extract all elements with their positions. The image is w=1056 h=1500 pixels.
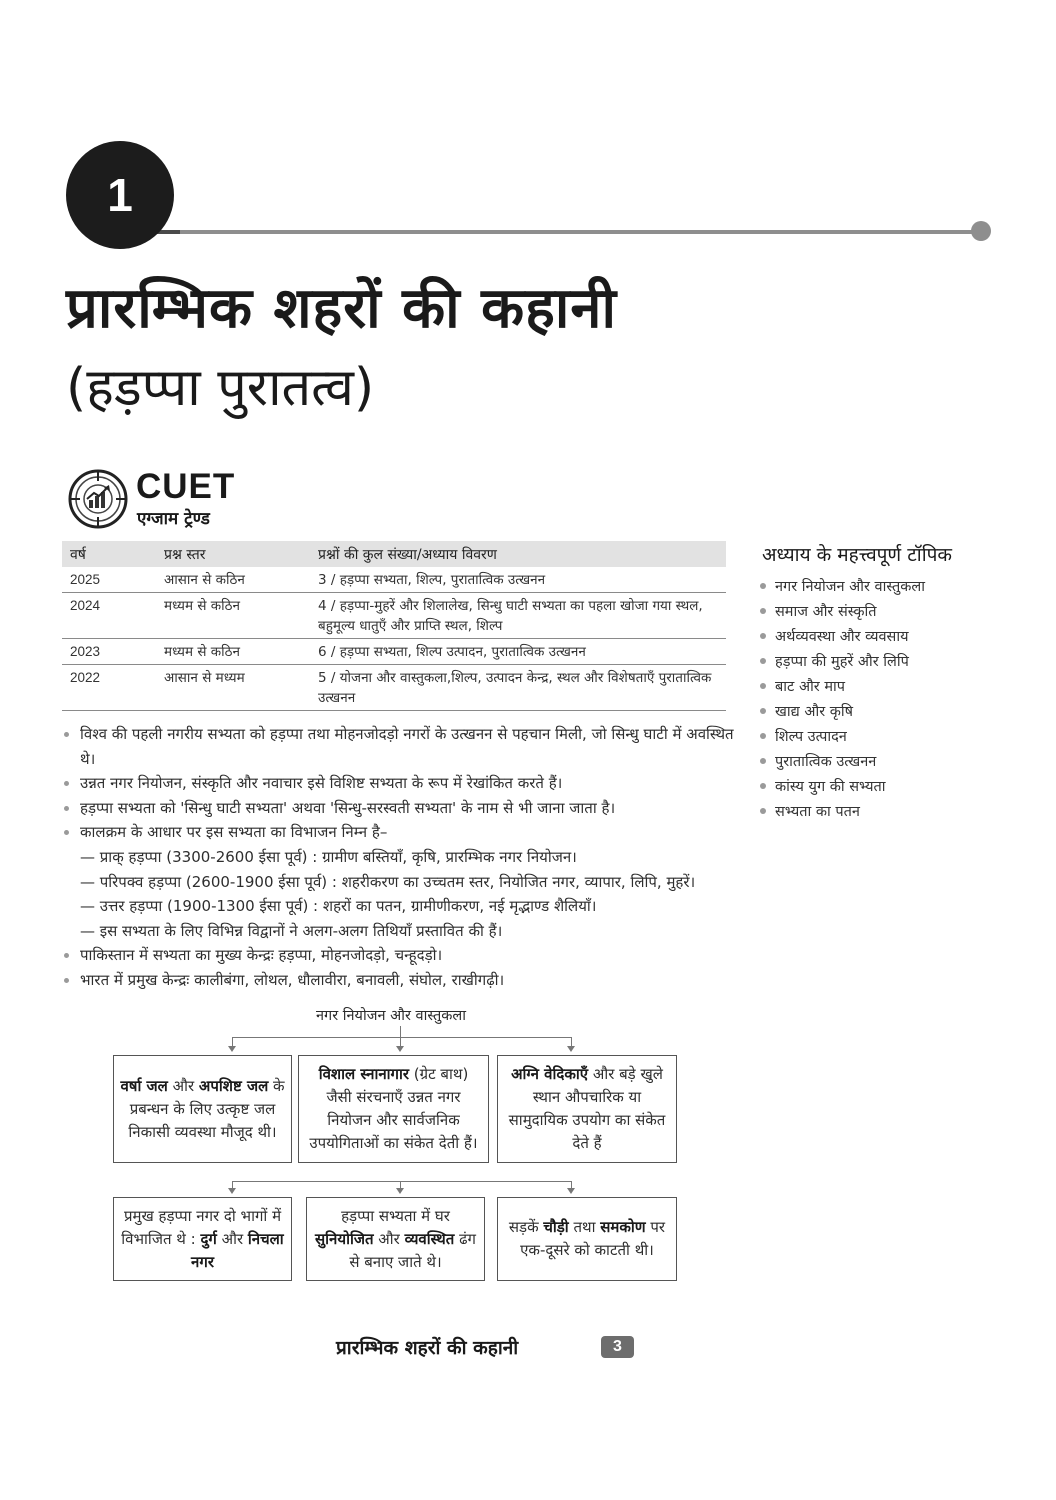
connector-line <box>400 1181 401 1188</box>
bullet-icon <box>64 978 69 983</box>
connector-line <box>232 1037 572 1038</box>
topic-label: हड़प्पा की मुहरें और लिपि <box>775 654 909 670</box>
table-row <box>62 639 726 665</box>
list-item <box>758 625 925 650</box>
bullet-paragraph <box>62 968 742 993</box>
bullet-icon <box>760 683 766 689</box>
chapter-title: प्रारम्भिक शहरों की कहानी <box>66 276 618 341</box>
cell-detail: 4 / हड़प्पा-मुहरें और शिलालेख, सिन्धु घाटी सभ्यता का पहला खोजा गया स्थल, बहुमूल्य धातुएँ और प्राप्ति स्थल, शिल्प <box>310 593 726 639</box>
topic-label: बाट और माप <box>775 679 845 695</box>
cell-year: 2025 <box>62 567 156 593</box>
exam-trend-table <box>62 541 726 711</box>
flow-bold-term: अपशिष्ट जल <box>198 1076 269 1095</box>
topics-list <box>758 575 925 825</box>
flow-bold-term: अग्नि वेदिकाएँ <box>511 1065 589 1083</box>
list-item <box>758 575 925 600</box>
flow-box-fire-altars <box>497 1055 677 1163</box>
flow-text: ढंग से बनाए जाते थे। <box>349 1229 476 1271</box>
flow-text: और बड़े खुले स्थान औपचारिक या सामुदायिक उपयोग का संकेत देते हैं <box>508 1065 666 1152</box>
arrow-down-icon <box>228 1188 236 1194</box>
connector-line <box>571 1037 572 1046</box>
footer-chapter-title: प्रारम्भिक शहरों की कहानी <box>336 1337 519 1359</box>
chapter-rule <box>180 230 982 234</box>
topics-heading: अध्याय के महत्त्वपूर्ण टॉपिक <box>762 544 953 566</box>
topic-label: समाज और संस्कृति <box>775 604 877 620</box>
flow-bold-term: सुनियोजित <box>315 1229 374 1248</box>
chapter-rule-end-dot <box>971 221 991 241</box>
flow-bold-term: दुर्ग <box>200 1229 217 1248</box>
topic-label: पुरातात्विक उत्खनन <box>775 754 877 770</box>
arrow-down-icon <box>396 1188 404 1194</box>
connector-line <box>232 1181 572 1182</box>
flow-bold-term: निचला नगर <box>191 1229 284 1271</box>
bullet-text: पाकिस्तान में सभ्यता का मुख्य केन्द्रः हड़प्पा, मोहनजोदड़ो, चन्हूदड़ो। <box>80 946 443 965</box>
flow-text: सड़कें <box>508 1218 544 1236</box>
cell-detail: 5 / योजना और वास्तुकला,शिल्प, उत्पादन केन्द्र, स्थल और विशेषताएँ पुरातात्विक उत्खनन <box>310 665 726 711</box>
cell-year: 2022 <box>62 665 156 711</box>
list-item <box>758 650 925 675</box>
flow-text: हड़प्पा सभ्यता में घर <box>341 1206 450 1225</box>
bullet-icon <box>64 732 69 737</box>
bullet-icon <box>760 608 766 614</box>
topic-label: शिल्प उत्पादन <box>775 729 847 745</box>
cell-year: 2023 <box>62 639 156 665</box>
cell-year: 2024 <box>62 593 156 639</box>
topic-label: खाद्य और कृषि <box>775 704 854 720</box>
list-item <box>758 750 925 775</box>
chapter-number-badge: 1 <box>66 141 174 249</box>
bullet-icon <box>760 808 766 814</box>
topic-label: कांस्य युग की सभ्यता <box>775 779 886 795</box>
connector-line <box>400 1026 401 1037</box>
bullet-paragraph <box>62 771 742 796</box>
bullet-text: विश्व की पहली नगरीय सभ्यता को हड़प्पा तथा मोहनजोदड़ो नगरों के उत्खनन से पहचान मिली, जो सिन्धु घाटी में अवस्थित थे। <box>80 725 734 768</box>
topic-label: सभ्यता का पतन <box>775 804 860 820</box>
table-header-row <box>62 541 726 567</box>
bullet-icon <box>760 633 766 639</box>
topic-label: अर्थव्यवस्था और व्यवसाय <box>775 629 909 645</box>
flow-bold-term: विशाल स्नानागार <box>318 1065 410 1083</box>
header-level: प्रश्न स्तर <box>156 541 310 567</box>
bullet-paragraph <box>62 943 742 968</box>
cell-detail: 3 / हड़प्पा सभ्यता, शिल्प, पुरातात्विक उत्खनन <box>310 567 726 593</box>
bullet-icon <box>760 708 766 714</box>
bullet-paragraph <box>62 796 742 821</box>
flow-box-drainage <box>113 1055 292 1163</box>
bullet-icon <box>760 733 766 739</box>
arrow-down-icon <box>228 1046 236 1052</box>
flow-text: और <box>216 1229 248 1248</box>
dash-item: — परिपक्व हड़प्पा (2600-1900 ईसा पूर्व) : शहरीकरण का उच्चतम स्तर, नियोजित नगर, व्यापार, लिपि, मुहरें। <box>80 872 696 891</box>
flow-text: पर एक-दूसरे को काटती थी। <box>520 1218 666 1259</box>
bullet-icon <box>64 830 69 835</box>
list-item <box>758 700 925 725</box>
dash-item: — उत्तर हड़प्पा (1900-1300 ईसा पूर्व) : शहरों का पतन, ग्रामीणीकरण, नई मृद्भाण्ड शैलियाँ। <box>80 897 597 916</box>
bullet-text: भारत में प्रमुख केन्द्रः कालीबंगा, लोथल, धौलावीरा, बनावली, संघोल, राखीगढ़ी। <box>80 970 505 989</box>
flow-text: प्रमुख हड़प्पा नगर दो भागों में विभाजित थे : <box>121 1206 282 1248</box>
flowchart-heading: नगर नियोजन और वास्तुकला <box>316 1008 466 1024</box>
list-item <box>758 725 925 750</box>
bullet-icon <box>64 953 69 958</box>
arrow-down-icon <box>567 1046 575 1052</box>
connector-line <box>232 1037 233 1046</box>
list-item <box>758 800 925 825</box>
bullet-text: उन्नत नगर नियोजन, संस्कृति और नवाचार इसे विशिष्ट सभ्यता के रूप में रेखांकित करते हैं। <box>80 774 563 793</box>
flow-bold-term: चौड़ी <box>543 1218 569 1236</box>
flow-text: तथा <box>568 1218 601 1236</box>
list-item <box>758 775 925 800</box>
topic-label: नगर नियोजन और वास्तुकला <box>775 579 925 595</box>
table-row <box>62 567 726 593</box>
arrow-down-icon <box>567 1188 575 1194</box>
bullet-paragraph <box>62 820 742 845</box>
flow-bold-term: वर्षा जल <box>120 1076 168 1095</box>
flow-box-great-bath <box>298 1055 489 1163</box>
bullet-icon <box>64 781 69 786</box>
header-detail: प्रश्नों की कुल संख्या/अध्याय विवरण <box>310 541 726 567</box>
header-year: वर्ष <box>62 541 156 567</box>
bullet-icon <box>760 658 766 664</box>
cell-level: मध्यम से कठिन <box>156 639 310 665</box>
body-notes <box>62 722 742 993</box>
flow-bold-term: व्यवस्थित <box>404 1229 455 1248</box>
cell-detail: 6 / हड़प्पा सभ्यता, शिल्प उत्पादन, पुरातात्विक उत्खनन <box>310 639 726 665</box>
target-chart-icon <box>68 469 128 529</box>
bullet-paragraph <box>62 722 742 771</box>
cell-level: आसान से मध्यम <box>156 665 310 711</box>
table-row <box>62 665 726 711</box>
flow-text: (ग्रेट बाथ) जैसी संरचनाएँ उन्नत नगर नियोजन और सार्वजनिक उपयोगिताओं का संकेत देती हैं। <box>309 1065 478 1152</box>
cell-level: आसान से कठिन <box>156 567 310 593</box>
bullet-icon <box>760 783 766 789</box>
flow-text: के प्रबन्धन के लिए उत्कृष्ट जल निकासी व्यवस्था मौजूद थी। <box>128 1076 285 1141</box>
bullet-icon <box>64 806 69 811</box>
bullet-icon <box>760 583 766 589</box>
bullet-text: कालक्रम के आधार पर इस सभ्यता का विभाजन निम्न है– <box>80 823 388 842</box>
bullet-text: हड़प्पा सभ्यता को 'सिन्धु घाटी सभ्यता' अथवा 'सिन्धु-सरस्वती सभ्यता' के नाम से भी जाना जाता है। <box>80 798 616 817</box>
dash-item: — प्राक् हड़प्पा (3300-2600 ईसा पूर्व) : ग्रामीण बस्तियाँ, कृषि, प्रारम्भिक नगर नियोजन। <box>80 847 577 866</box>
arrow-down-icon <box>396 1046 404 1052</box>
cuet-logo-text: CUET <box>136 467 236 506</box>
connector-line <box>571 1181 572 1188</box>
flow-box-roads <box>497 1197 677 1281</box>
flow-box-citadel <box>113 1197 292 1281</box>
list-item <box>758 675 925 700</box>
list-item <box>758 600 925 625</box>
connector-line <box>400 1037 401 1046</box>
dash-item: — इस सभ्यता के लिए विभिन्न विद्वानों ने अलग-अलग तिथियाँ प्रस्तावित की हैं। <box>80 921 503 940</box>
bullet-icon <box>760 758 766 764</box>
flow-text: और <box>373 1229 405 1248</box>
flow-box-houses <box>306 1197 485 1281</box>
table-row <box>62 593 726 639</box>
page-number: 3 <box>601 1336 634 1358</box>
flow-text: और <box>167 1076 199 1095</box>
exam-trend-label: एग्जाम ट्रेण्ड <box>137 509 210 529</box>
flow-bold-term: समकोण <box>600 1218 646 1236</box>
cell-level: मध्यम से कठिन <box>156 593 310 639</box>
chapter-subtitle: (हड़प्पा पुरातत्व) <box>66 358 375 418</box>
connector-line <box>232 1181 233 1188</box>
